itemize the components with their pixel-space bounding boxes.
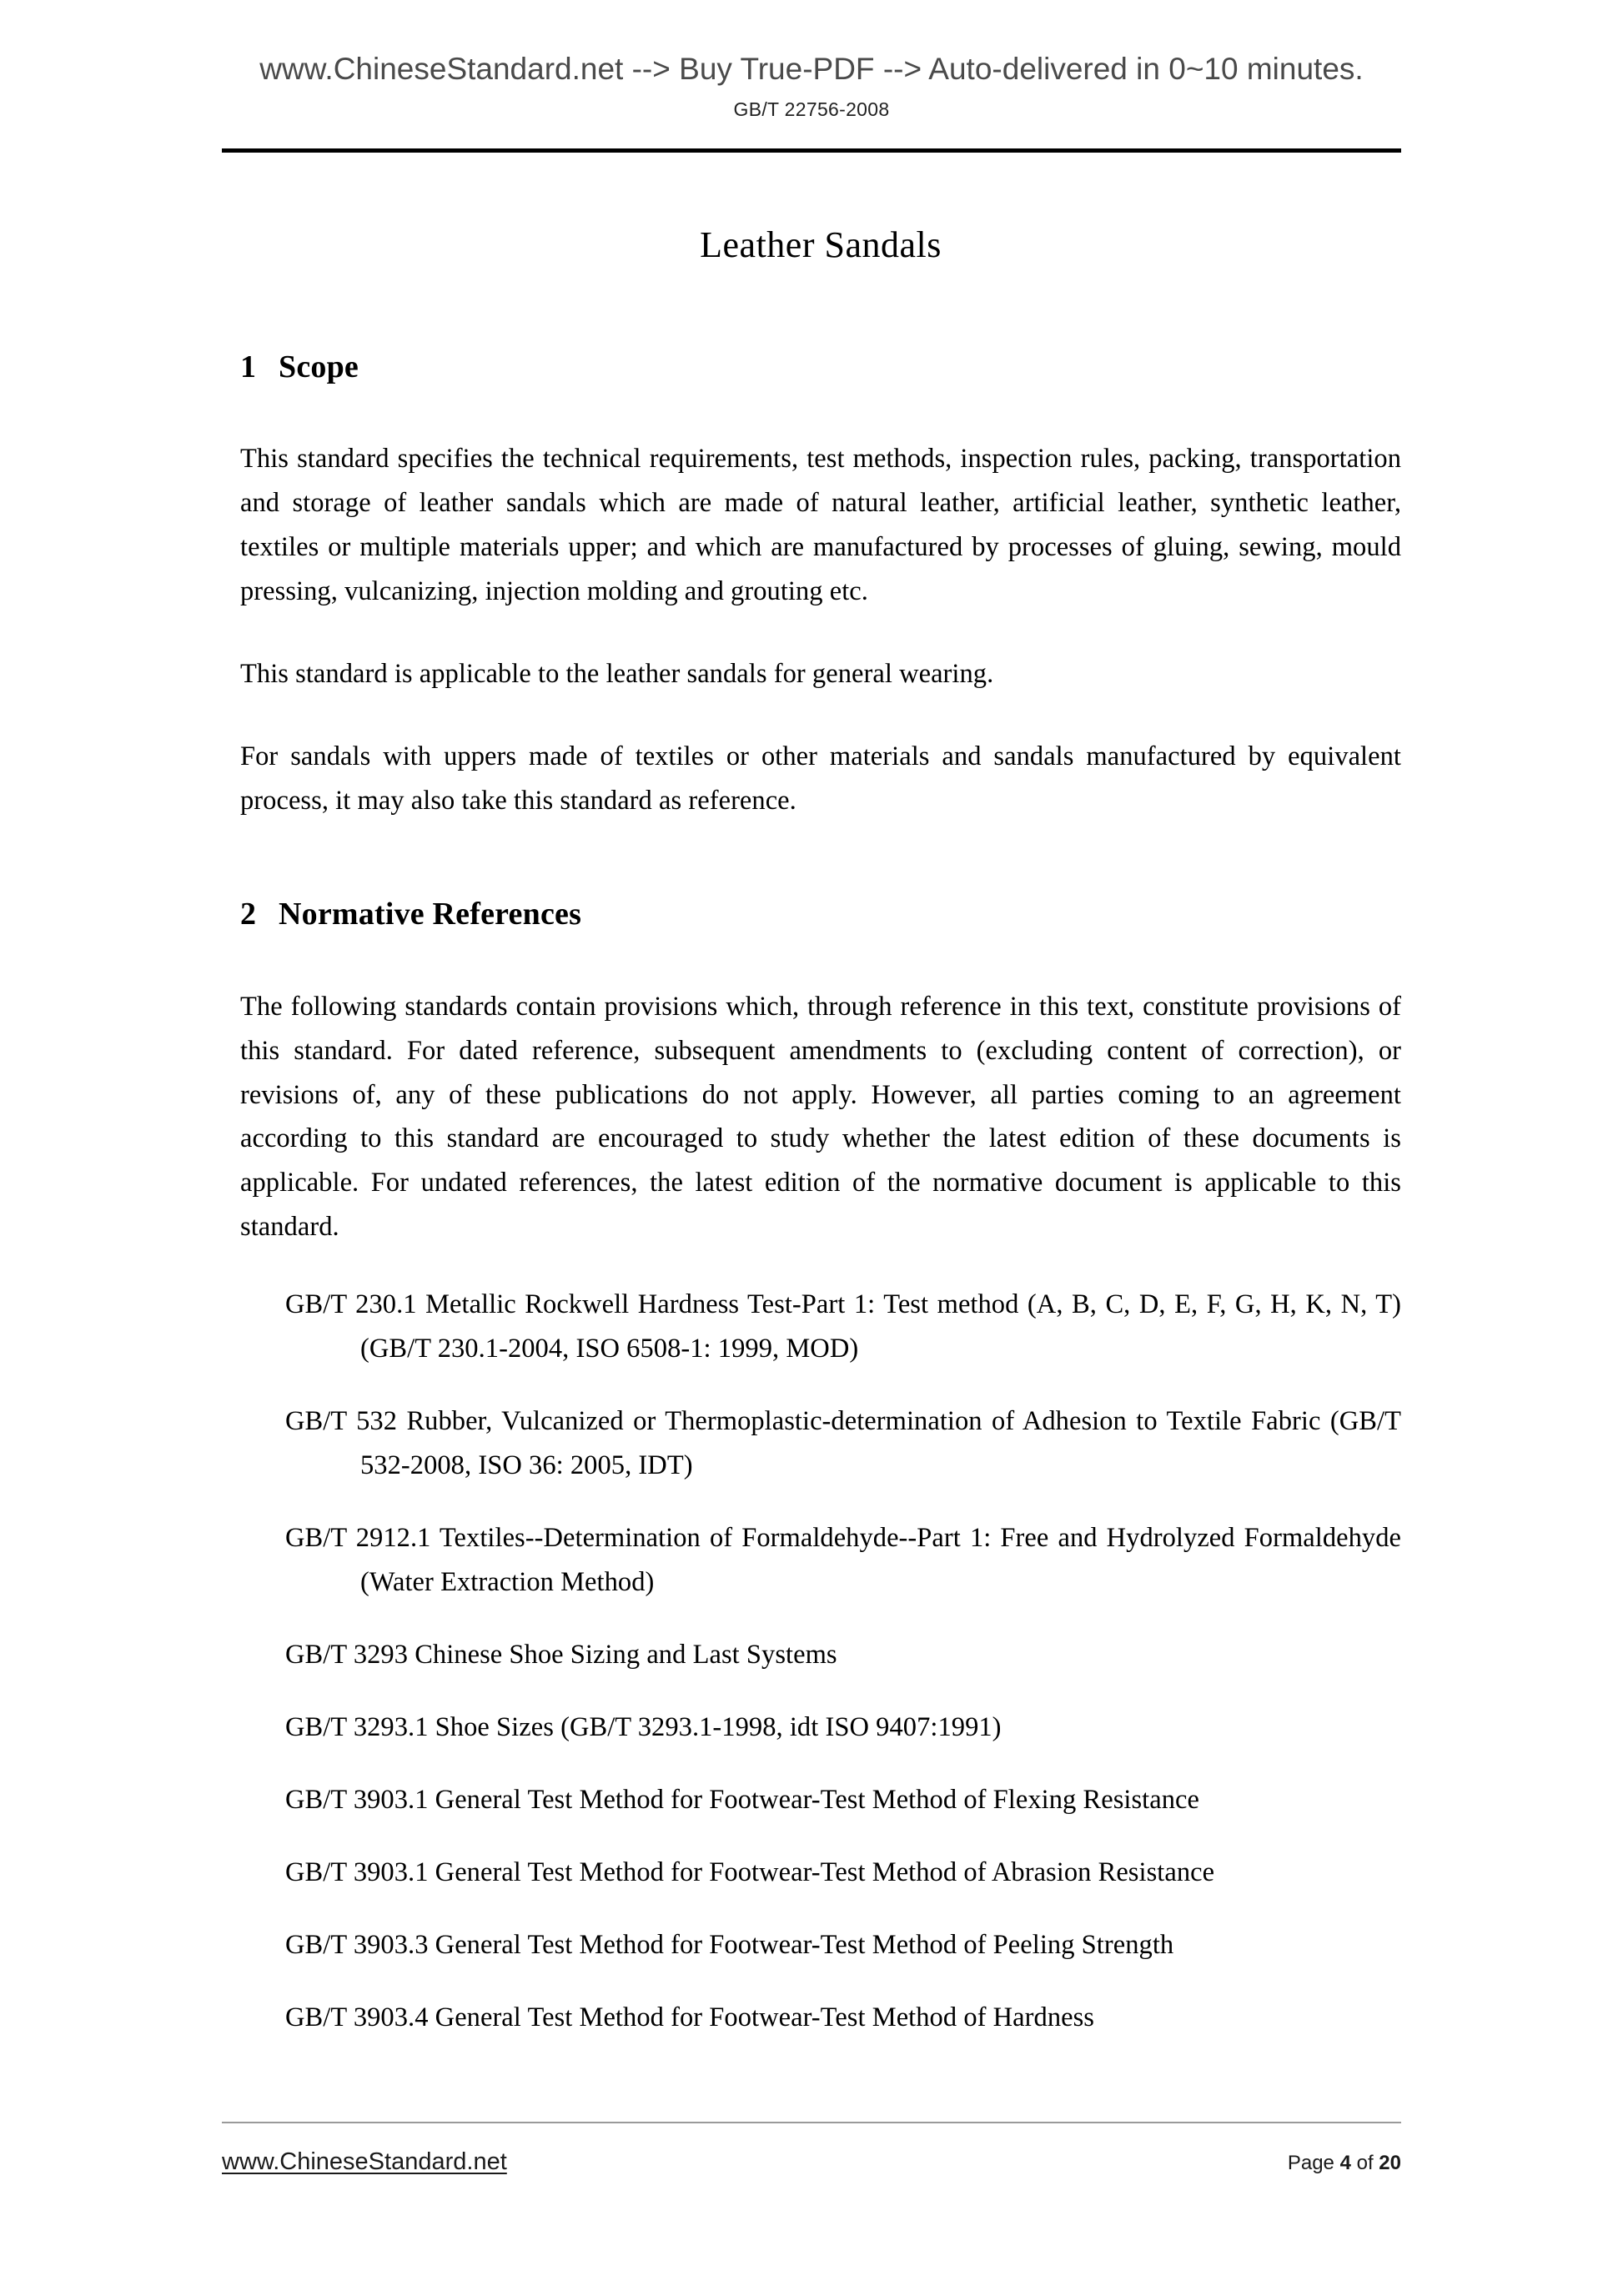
heading-normative-references-label: Normative References — [279, 897, 582, 932]
reference-item: GB/T 2912.1 Textiles--Determination of Formaldehyde--Part 1: Free and Hydrolyzed Formaldehyde (Water Extraction Method) — [285, 1523, 1401, 1598]
heading-scope-number: 1 — [240, 349, 257, 384]
page-current-value: 4 — [1339, 2152, 1351, 2174]
page-title: Leather Sandals — [700, 224, 942, 265]
footer-site-link[interactable]: www.ChineseStandard.net — [222, 2148, 507, 2175]
reference-item: GB/T 3903.1 General Test Method for Footwear-Test Method of Flexing Resistance — [285, 1785, 1199, 1816]
heading-scope-label: Scope — [279, 349, 359, 384]
reference-item: GB/T 532 Rubber, Vulcanized or Thermoplastic-determination of Adhesion to Textile Fabric (GB/T 532-2008, ISO 36: 2005, IDT) — [285, 1406, 1401, 1481]
header-divider — [222, 148, 1401, 153]
heading-scope — [240, 348, 1401, 388]
page-prefix-label: Page — [1287, 2152, 1334, 2174]
promo-text: www.ChineseStandard.net --> Buy True-PDF --> Auto-delivered in 0~10 minutes. — [259, 52, 1364, 86]
promo-header — [0, 52, 1623, 121]
normative-references-intro: The following standards contain provisions which, through reference in this text, constitute provisions of this standard. For dated reference, subsequent amendments to (excluding content of correction), or revisions of, any of these publications do not apply. However, all parties coming to an agreement according to this standard are encouraged to study whether the latest edition of these documents is applicable. For undated references, the latest edition of the normative document is applicable to this standard. — [240, 991, 1401, 1243]
heading-normative-references-number: 2 — [240, 897, 257, 932]
page-footer — [222, 2148, 1401, 2176]
scope-paragraph-3: For sandals with uppers made of textiles or other materials and sandals manufactured by equivalent process, it may also take this standard as reference. — [240, 741, 1401, 816]
normative-references-list — [285, 1283, 1401, 2040]
reference-item: GB/T 3293.1 Shoe Sizes (GB/T 3293.1-1998, idt ISO 9407:1991) — [285, 1712, 1002, 1743]
heading-normative-references — [240, 895, 1401, 935]
page-total-value: 20 — [1379, 2152, 1401, 2174]
reference-item: GB/T 3903.4 General Test Method for Footwear-Test Method of Hardness — [285, 2002, 1095, 2033]
reference-item: GB/T 230.1 Metallic Rockwell Hardness Test-Part 1: Test method (A, B, C, D, E, F, G, H, K, N, T) (GB/T 230.1-2004, ISO 6508-1: 1999, MOD) — [285, 1289, 1401, 1364]
scope-paragraph-1: This standard specifies the technical requirements, test methods, inspection rules, packing, transportation and storage of leather sandals which are made of natural leather, artificial leather, synthetic leather, textiles or multiple materials upper; and which are manufactured by processes of gluing, sewing, mould pressing, vulcanizing, injection molding and grouting etc. — [240, 444, 1401, 607]
page-of-label: of — [1356, 2152, 1374, 2174]
reference-item: GB/T 3903.1 General Test Method for Footwear-Test Method of Abrasion Resistance — [285, 1857, 1215, 1888]
reference-item: GB/T 3903.3 General Test Method for Footwear-Test Method of Peeling Strength — [285, 1930, 1174, 1961]
standard-code: GB/T 22756-2008 — [733, 98, 890, 120]
scope-paragraph-2: This standard is applicable to the leather sandals for general wearing. — [240, 659, 994, 690]
document-body — [240, 224, 1401, 2040]
reference-item: GB/T 3293 Chinese Shoe Sizing and Last Systems — [285, 1640, 837, 1671]
page-number — [1288, 2152, 1401, 2175]
footer-divider — [222, 2122, 1401, 2123]
